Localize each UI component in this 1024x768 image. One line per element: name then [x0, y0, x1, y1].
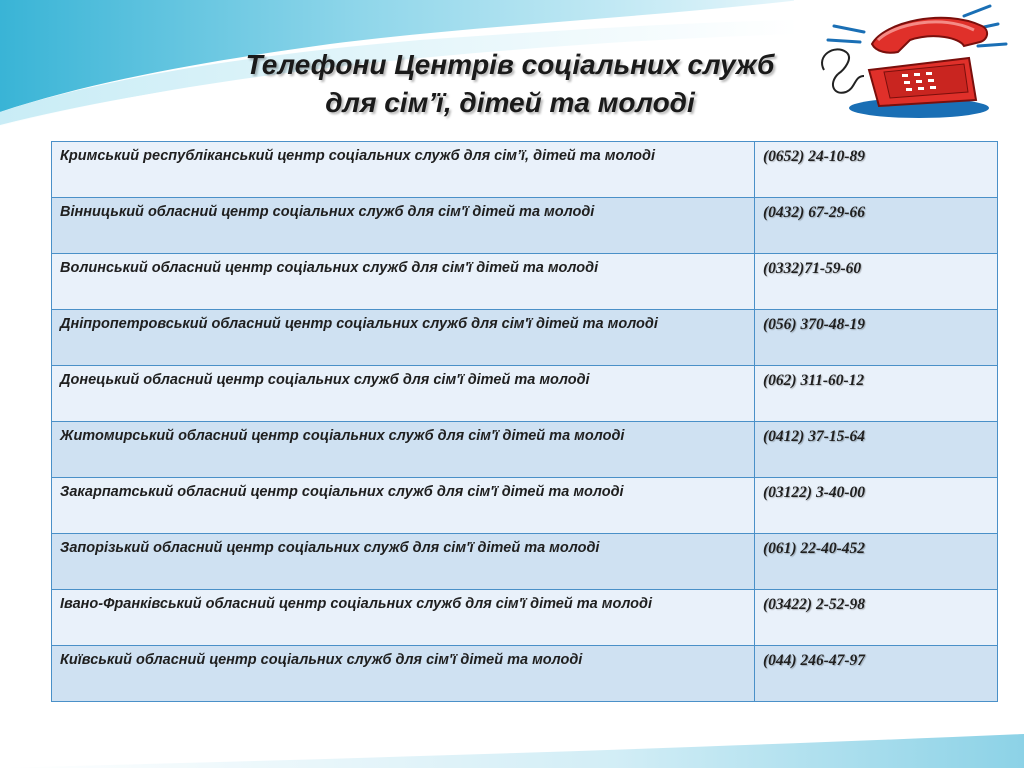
title-line-1: Телефони Центрів соціальних служб: [245, 49, 775, 80]
table-row: [52, 310, 998, 366]
phone-number: (03422) 2-52-98: [755, 590, 998, 646]
table-row: [52, 422, 998, 478]
center-name: Дніпропетровський обласний центр соціальних служб для сім'ї дітей та молоді: [52, 310, 755, 366]
center-name: Кримський республіканський центр соціальних служб для сім’ї, дітей та молоді: [52, 142, 755, 198]
table-row: [52, 534, 998, 590]
phone-number: (056) 370-48-19: [755, 310, 998, 366]
phone-number: (061) 22-40-452: [755, 534, 998, 590]
phone-number: (0652) 24-10-89: [755, 142, 998, 198]
phone-table: [51, 141, 997, 715]
center-name: Запорізький обласний центр соціальних служб для сім'ї дітей та молоді: [52, 534, 755, 590]
center-name: Вінницький обласний центр соціальних служб для сім'ї дітей та молоді: [52, 198, 755, 254]
table-row: [52, 478, 998, 534]
title-line-2: для сім’ї, дітей та молоді: [325, 87, 695, 118]
phone-number: (0432) 67-29-66: [755, 198, 998, 254]
table-row: [52, 254, 998, 310]
phone-number: (044) 246-47-97: [755, 646, 998, 702]
center-name: Івано-Франківський обласний центр соціальних служб для сім'ї дітей та молоді: [52, 590, 755, 646]
table-row: [52, 590, 998, 646]
table-row: [52, 198, 998, 254]
table-row: [52, 142, 998, 198]
center-name: Закарпатський обласний центр соціальних служб для сім'ї дітей та молоді: [52, 478, 755, 534]
center-name: Волинський обласний центр соціальних служб для сім'ї дітей та молоді: [52, 254, 755, 310]
bottom-wave-decoration: [0, 732, 1024, 768]
center-name: Донецький обласний центр соціальних служб для сім'ї дітей та молоді: [52, 366, 755, 422]
center-name: Житомирський обласний центр соціальних служб для сім'ї дітей та молоді: [52, 422, 755, 478]
center-name: Київський обласний центр соціальних служб для сім'ї дітей та молоді: [52, 646, 755, 702]
phone-number: (0332)71-59-60: [755, 254, 998, 310]
phone-number: (062) 311-60-12: [755, 366, 998, 422]
table-row: [52, 646, 998, 702]
phone-number: (03122) 3-40-00: [755, 478, 998, 534]
telephone-icon: [794, 0, 1024, 122]
phone-number: (0412) 37-15-64: [755, 422, 998, 478]
page-title: [200, 46, 820, 122]
table-row: [52, 366, 998, 422]
